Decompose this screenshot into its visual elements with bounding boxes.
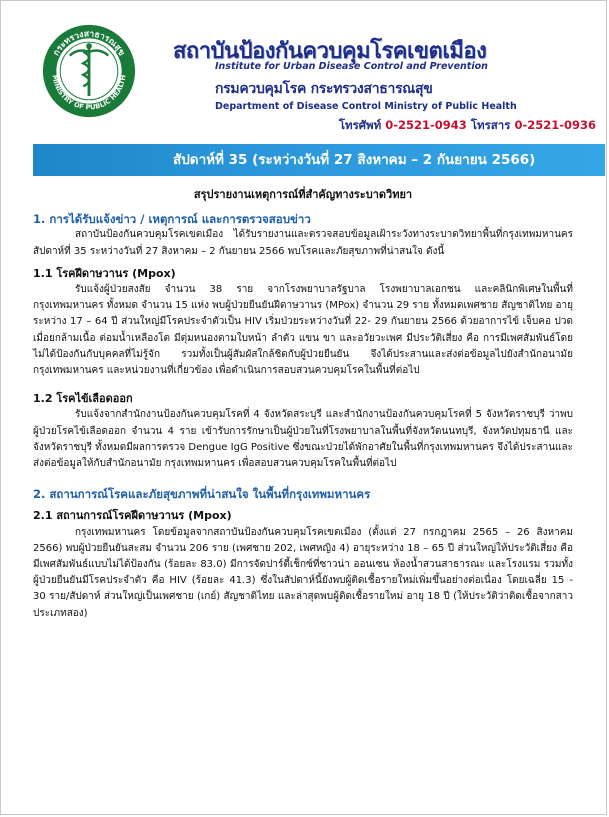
- institute-title-english: Institute for Urban Disease Control and Prevention: [215, 61, 488, 72]
- ministry-seal-logo: [41, 23, 137, 119]
- department-english: Department of Disease Control Ministry of Public Health: [215, 101, 517, 112]
- report-body: [33, 181, 573, 622]
- section-1-1-heading: 1.1 โรคฝีดาษวานร (Mpox): [33, 266, 176, 280]
- section-2-heading: 2. สถานการณ์โรคและภัยสุขภาพที่น่าสนใจ ในพื้นที่กรุงเทพมหานคร: [33, 487, 371, 502]
- fax-label: โทรสาร: [470, 118, 511, 132]
- phone-number: 0-2521-0943: [385, 118, 467, 132]
- contact-line: [339, 117, 596, 135]
- section-1-2-body: รับแจ้งจากสำนักงานป้องกันควบคุมโรคที่ 4 จังหวัดสระบุรี และสำนักงานป้องกันควบคุมโรคที่ 5 จังหวัดราชบุรี ว่าพบผู้ป่วยโรคไข้เลือดออก จำนวน 4 ราย เข้ารับการรักษาเป็นผู้ป่วยในที่โรงพยาบาลในพื้นที่จังหวัดนนทบุรี, จังหวัดปทุมธานี และจังหวัดราชบุรี ทั้งหมดมีผลการตรวจ Dengue IgG Positive ซึ่งขณะป่วยได้พักอาศัยในพื้นที่กรุงเทพมหานคร จึงได้ประสานและส่งต่อข้อมูลให้กับสำนักอนามัย กรุงเทพมหานคร เพื่อสอบสวนควบคุมโรคในพื้นที่ต่อไป: [33, 409, 573, 470]
- letterhead: [1, 1, 606, 143]
- section-1-heading: 1. การได้รับแจ้งข่าว / เหตุการณ์ และการตรวจสอบข่าว: [33, 212, 311, 227]
- section-1-2-heading: 1.2 โรคไข้เลือดออก: [33, 392, 133, 406]
- section-2-1-body: กรุงเทพมหานคร โดยข้อมูลจากสถาบันป้องกันควบคุมโรคเขตเมือง (ตั้งแต่ 27 กรกฎาคม 2565 – 26 สิงหาคม 2566) พบผู้ป่วยยืนยันสะสม จำนวน 206 ราย (เพศชาย 202, เพศหญิง 4) อายุระหว่าง 18 – 65 ปี ส่วนใหญ่ให้ประวัติเสี่ยง คือ มีเพศสัมพันธ์แบบไม่ได้ป้องกัน (ร้อยละ 83.0) มีการจัดปาร์ตี้เช็กซ์ที่ซาวน่า ออนเซน ห้องน้ำสวนสาธารณะ และโรงแรม รวมทั้งผู้ป่วยยืนยันมีโรคประจำตัว คือ HIV (ร้อยละ 41.3) ซึ่งในสัปดาห์นี้ยังพบผู้ติดเชื้อรายใหม่เพิ่มขึ้นอย่างต่อเนื่อง โดยเฉลี่ย 15 - 30 ราย/สัปดาห์ ส่วนใหญ่เป็นเพศชาย (เกย์) สัญชาติไทย และล่าสุดพบผู้ติดเชื้อรายใหม่ อายุ 18 ปี (ให้ประวัติว่าติดเชื้อจากสาวประเภทสอง): [33, 526, 573, 619]
- phone-label: โทรศัพท์: [338, 118, 382, 132]
- svg-text:กระทรวงสาธารณสุข: กระทรวงสาธารณสุข: [51, 29, 127, 58]
- department-thai: กรมควบคุมโรค กระทรวงสาธารณสุข: [215, 81, 433, 97]
- fax-number: 0-2521-0936: [514, 118, 596, 132]
- section-1-intro: สถาบันป้องกันควบคุมโรคเขตเมือง ได้รับรายงานและตรวจสอบข้อมูลเฝ้าระวังทางระบาดวิทยาพื้นที่กรุงเทพมหานคร สัปดาห์ที่ 35 ระหว่างวันที่ 27 สิงหาคม – 2 กันยายน 2566 พบโรคและภัยสุขภาพที่น่าสนใจ ดังนี้: [33, 229, 573, 257]
- week-banner: สัปดาห์ที่ 35 (ระหว่างวันที่ 27 สิงหาคม – 2 กันยายน 2566): [33, 144, 605, 176]
- svg-text:MINISTRY OF PUBLIC HEALTH: MINISTRY OF PUBLIC HEALTH: [50, 74, 128, 112]
- institute-title-thai: สถาบันป้องกันควบคุมโรคเขตเมือง: [173, 39, 487, 64]
- section-2-1-heading: 2.1 สถานการณ์โรคฝีดาษวานร (Mpox): [33, 509, 232, 523]
- report-title: สรุปรายงานเหตุการณ์ที่สำคัญทางระบาดวิทยา: [193, 188, 413, 201]
- section-1-1-body: รับแจ้งผู้ป่วยสงสัย จำนวน 38 ราย จากโรงพยาบาลรัฐบาล โรงพยาบาลเอกชน และคลินิกพิเศษในพื้นที่กรุงเทพมหานคร ทั้งหมด จำนวน 15 แห่ง พบผู้ป่วยยืนยันฝีดาษวานร (MPox) จำนวน 29 ราย ทั้งหมดเพศชาย สัญชาติไทย อายุระหว่าง 17 – 64 ปี ส่วนใหญ่มีโรคประจำตัวเป็น HIV เริ่มป่วยระหว่างวันที่ 22- 29 กันยายน 2566 ด้วยอาการไข้ เจ็บคอ ปวดเมื่อยกล้ามเนื้อ ต่อมน้ำเหลืองโต มีตุ่มหนองตามใบหน้า ลำตัว แขน ขา และอวัยวะเพศ มีประวัติเสี่ยง คือ การมีเพศสัมพันธ์โดยไม่ได้ป้องกันกับบุคคลที่ไม่รู้จัก รวมทั้งเป็นผู้สัมผัสใกล้ชิดกับผู้ป่วยยืนยัน จึงได้ประสานและส่งต่อข้อมูลไปยังสำนักอนามัย กรุงเทพมหานคร และหน่วยงานที่เกี่ยวข้อง เพื่อดำเนินการสอบสวนควบคุมโรคในพื้นที่ต่อไป: [33, 284, 573, 377]
